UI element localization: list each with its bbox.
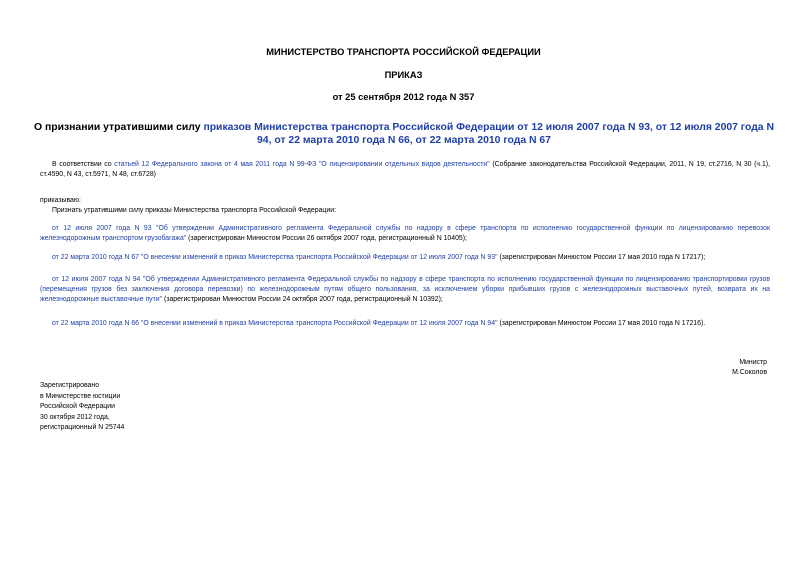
registration-block xyxy=(40,381,124,434)
registration-line: регистрационный N 25744 xyxy=(40,424,125,431)
registration-line: Зарегистрировано xyxy=(40,382,100,389)
p6-suffix: (зарегистрирован Минюстом России 24 октября 2007 года, регистрационный N 10392); xyxy=(162,296,443,303)
paragraph-declare: Признать утратившими силу приказы Министерства транспорта Российской Федерации: xyxy=(52,207,336,214)
registration-line: Российской Федерации xyxy=(40,403,115,410)
p1-suffix: (Собрание законодательства Российской Федерации, 2011, N 19, ст.2716, N 30 (ч.1), ст.4590, N 43, ст.5971, N 48, ст.6728) xyxy=(40,161,770,178)
signer-position: Министр xyxy=(739,359,767,366)
registration-line: в Министерстве юстиции xyxy=(40,392,121,400)
p7-suffix: (зарегистрирован Минюстом России 17 мая 2010 года N 17216). xyxy=(497,320,706,327)
p1-prefix: В соответствии со xyxy=(52,161,115,168)
paragraph-basis xyxy=(40,160,770,180)
order-67-link[interactable]: от 22 марта 2010 года N 67 "О внесении изменений в приказ Министерства транспорта Российской Федерации от 12 июля 2007 года N 93" xyxy=(52,254,498,261)
list-item xyxy=(40,253,770,263)
p4-suffix: (зарегистрирован Минюстом России 26 октября 2007 года, регистрационный N 10405); xyxy=(186,235,467,242)
registration-line: 30 октября 2012 года, xyxy=(40,413,110,421)
order-66-link[interactable]: от 22 марта 2010 года N 66 "О внесении изменений в приказ Министерства транспорта Российской Федерации от 12 июля 2007 года N 94" xyxy=(52,320,498,327)
list-item xyxy=(40,224,770,244)
signer-name: М.Соколов xyxy=(732,369,767,376)
order-93-link[interactable]: от 12 июля 2007 года N 93 "Об утверждении Административного регламента Федеральной службы по надзору в сфере транспорта по исполнению государственной функции по лицензированию перевозок железнодорожным транспортом грузобагажа" xyxy=(40,225,770,242)
title-prefix: О признании утратившими силу xyxy=(34,122,204,133)
law-article-link[interactable]: статьей 12 Федерального закона от 4 мая 2011 года N 99-ФЗ "О лицензировании отдельных видов деятельности" xyxy=(114,161,490,168)
list-item xyxy=(40,319,770,329)
signature-block xyxy=(732,358,767,378)
list-item xyxy=(40,275,770,305)
paragraph-order: приказываю: xyxy=(40,197,81,204)
title-link[interactable]: приказов Министерства транспорта Российской Федерации от 12 июля 2007 года N 93, от 12 июля 2007 года N 94, от 22 марта 2010 года N 66, от 22 марта 2010 года N 67 xyxy=(203,122,774,146)
p5-suffix: (зарегистрирован Минюстом России 17 мая 2010 года N 17217); xyxy=(497,254,706,261)
document-title xyxy=(30,121,778,147)
order-94-link[interactable]: от 12 июля 2007 года N 94 "Об утверждении Административного регламента Федеральной службы по надзору в сфере транспорта по исполнению государственной функции по лицензированию транспортировки грузов (перемещения грузов без заключения договора перевозки) по железнодорожным путям общего пользования, за исключением уборки прибывших грузов с железнодорожных выставочных путей, возврата их на железнодорожные выставочные пути" xyxy=(40,276,770,303)
ministry-heading: МИНИСТЕРСТВО ТРАНСПОРТА РОССИЙСКОЙ ФЕДЕРАЦИИ xyxy=(266,47,541,57)
date-number-heading: от 25 сентября 2012 года N 357 xyxy=(332,92,475,102)
doc-type-heading: ПРИКАЗ xyxy=(384,70,423,80)
